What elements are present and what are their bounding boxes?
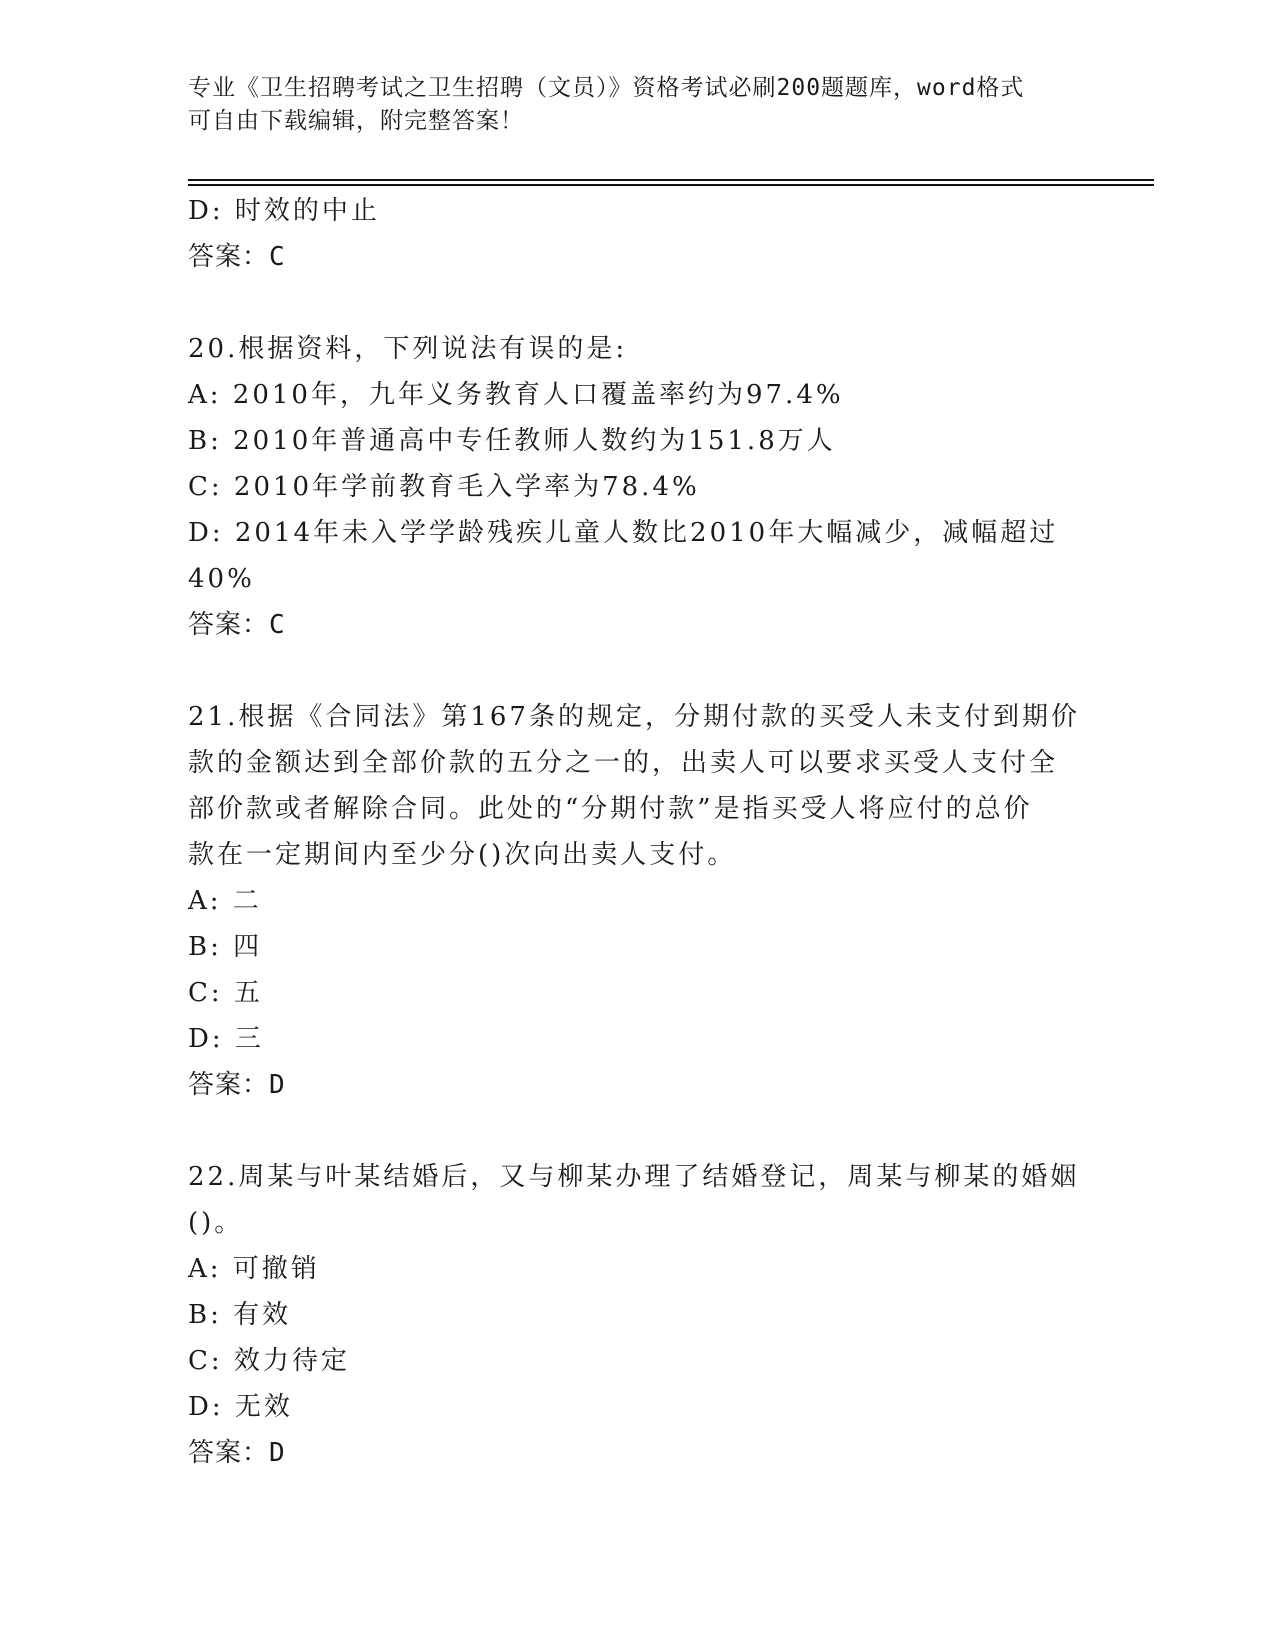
option-b: B: 2010年普通高中专任教师人数约为151.8万人	[188, 426, 836, 456]
question-stem-line: ()。	[188, 1208, 244, 1238]
header-line-2: 可自由下载编辑，附完整答案！	[188, 108, 524, 134]
question-stem-line: 款的金额达到全部价款的五分之一的，出卖人可以要求买受人支付全	[188, 748, 1059, 778]
option-d: D: 无效	[188, 1392, 293, 1422]
option-d-continuation: 40%	[188, 564, 255, 594]
page-header	[188, 72, 1088, 138]
question-22	[188, 1154, 1088, 1476]
option-d: D: 三	[188, 1024, 264, 1054]
answer-line: 答案：D	[188, 1438, 286, 1468]
question-stem-line: 21.根据《合同法》第167条的规定，分期付款的买受人未支付到期价	[188, 702, 1080, 732]
question-stem-line: 22.周某与叶某结婚后，又与柳某办理了结婚登记，周某与柳某的婚姻	[188, 1162, 1080, 1192]
header-divider-top	[188, 179, 1154, 181]
question-stem-line: 部价款或者解除合同。此处的“分期付款”是指买受人将应付的总价	[188, 794, 1033, 824]
document-body	[188, 188, 1088, 1476]
spacer	[188, 280, 1088, 326]
option-a: A: 2010年，九年义务教育人口覆盖率约为97.4%	[188, 380, 844, 410]
question-21	[188, 694, 1088, 1108]
spacer	[188, 648, 1088, 694]
spacer	[188, 1108, 1088, 1154]
answer-line: 答案：C	[188, 610, 286, 640]
answer-line: 答案：D	[188, 1070, 286, 1100]
option-b: B: 四	[188, 932, 263, 962]
question-stem: 20.根据资料，下列说法有误的是:	[188, 334, 628, 364]
option-d: D: 2014年未入学学龄残疾儿童人数比2010年大幅减少，减幅超过	[188, 518, 1059, 548]
option-c: C: 效力待定	[188, 1346, 350, 1376]
option-a: A: 二	[188, 886, 262, 916]
option-c: C: 五	[188, 978, 263, 1008]
question-stem-line: 款在一定期间内至少分()次向出卖人支付。	[188, 840, 737, 870]
option-d: D: 时效的中止	[188, 196, 380, 226]
header-divider-bottom	[188, 184, 1154, 186]
previous-question-tail	[188, 188, 1088, 280]
question-20	[188, 326, 1088, 648]
option-b: B: 有效	[188, 1300, 292, 1330]
answer-line: 答案：C	[188, 242, 286, 272]
option-c: C: 2010年学前教育毛入学率为78.4%	[188, 472, 700, 502]
header-line-1: 专业《卫生招聘考试之卫生招聘（文员）》资格考试必刷200题题库，word格式	[188, 75, 1025, 101]
option-a: A: 可撤销	[188, 1254, 320, 1284]
